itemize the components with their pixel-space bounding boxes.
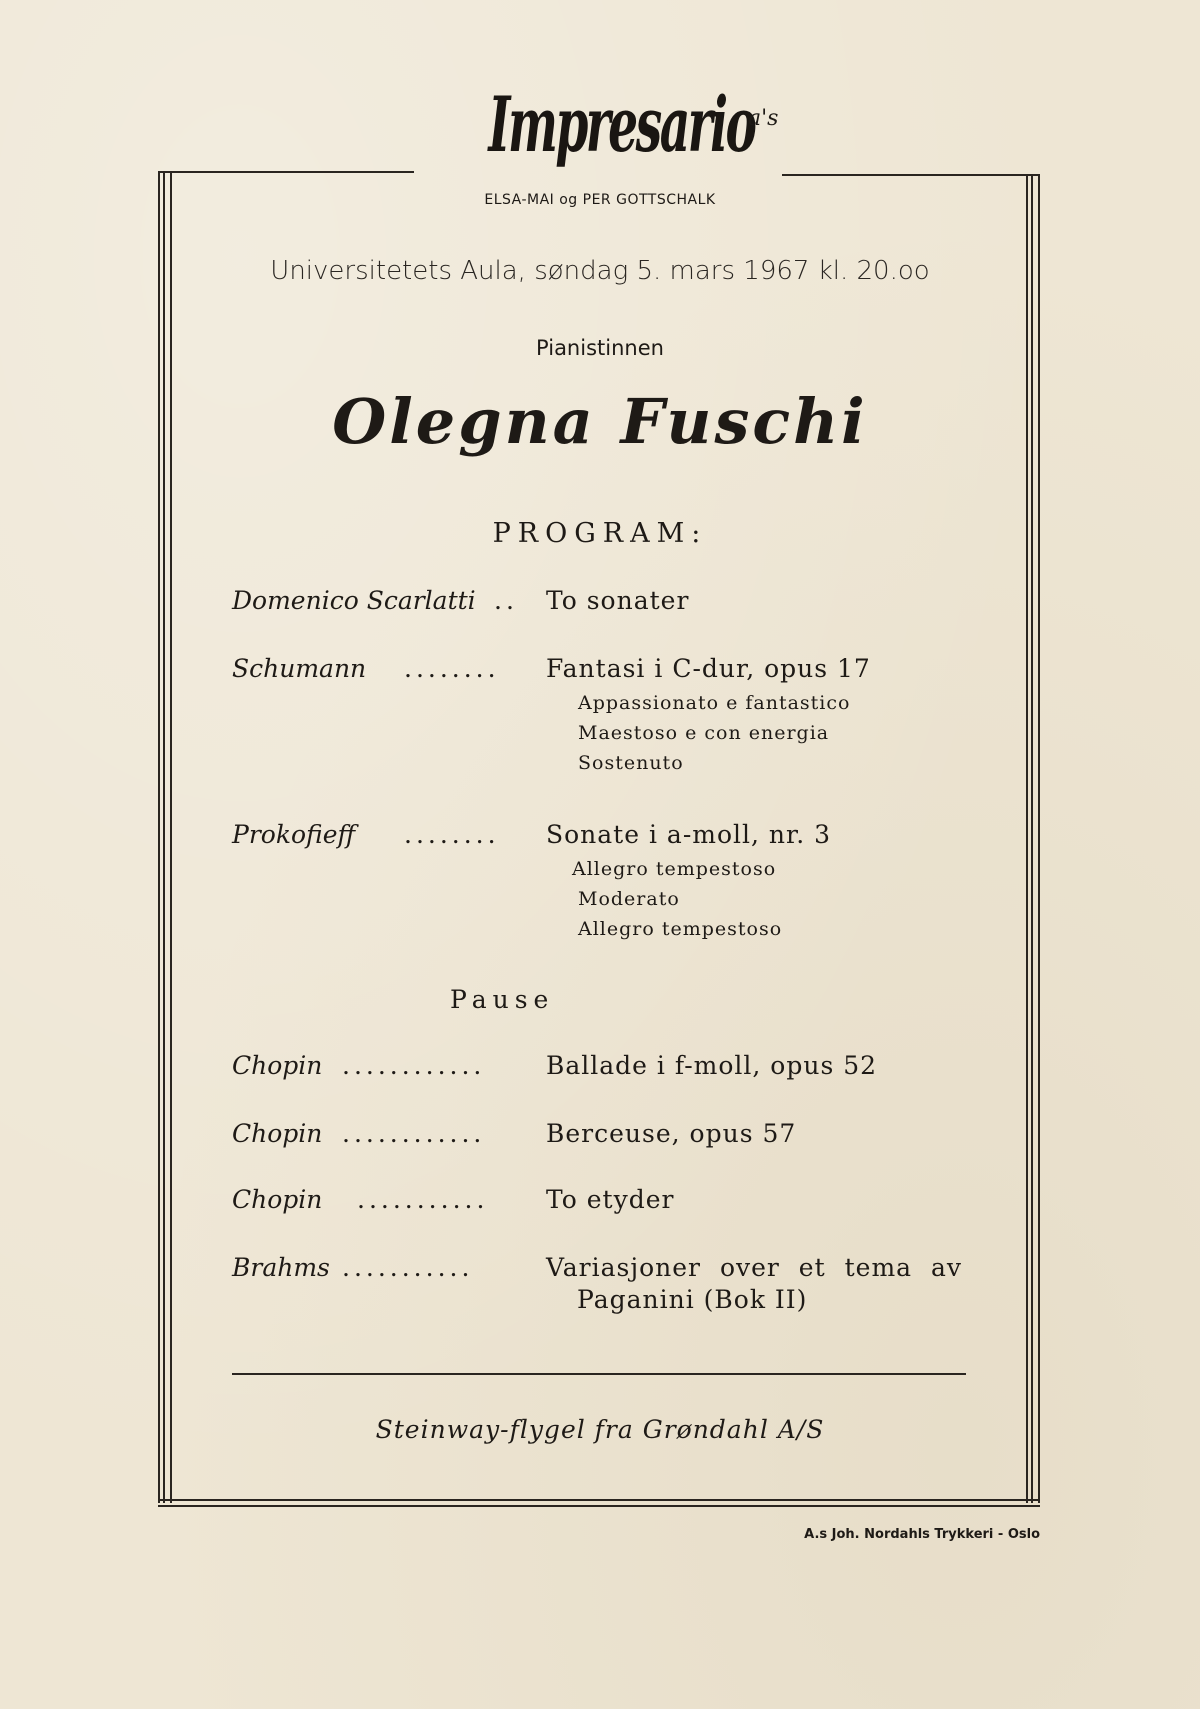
- composer: Domenico Scarlatti: [232, 586, 476, 615]
- composer: Chopin: [232, 1051, 323, 1080]
- work-title: Variasjoner over et tema av: [546, 1253, 963, 1282]
- venue-date-line: Universitetets Aula, søndag 5. mars 1967 kl. 20.oo: [270, 256, 930, 286]
- work-title: Berceuse, opus 57: [546, 1119, 797, 1148]
- frame-right-border: [1026, 174, 1040, 1503]
- program-item: [232, 586, 992, 620]
- program-title: PROGRAM:: [492, 518, 708, 549]
- work-title: Fantasi i C-dur, opus 17: [546, 654, 871, 683]
- program-item: [232, 1185, 992, 1219]
- movement: Allegro tempestoso: [572, 858, 777, 880]
- logo-text: Impresario: [488, 80, 755, 169]
- frame-bottom-border: [158, 1499, 1040, 1507]
- organizers: ELSA-MAI og PER GOTTSCHALK: [484, 192, 716, 208]
- work-title: Sonate i a-moll, nr. 3: [546, 820, 832, 849]
- program-item: [232, 820, 992, 950]
- artist-name: Olegna Fuschi: [332, 385, 868, 458]
- composer: Schumann: [232, 654, 367, 683]
- leader-dots: ............: [342, 1119, 486, 1148]
- composer: Chopin: [232, 1119, 323, 1148]
- logo-suffix: a's: [748, 106, 779, 131]
- program-item: [232, 1119, 992, 1153]
- leader-dots: ........: [404, 654, 500, 683]
- leader-dots: ...........: [342, 1253, 474, 1282]
- composer: Brahms: [232, 1253, 330, 1282]
- movement: Appassionato e fantastico: [578, 692, 851, 714]
- frame-top-left-rule: [158, 171, 414, 173]
- leader-dots: ...........: [357, 1185, 489, 1214]
- work-title-continued: Paganini (Bok II): [577, 1285, 808, 1314]
- pause-label: Pause: [450, 985, 555, 1014]
- program-item: [232, 1051, 992, 1085]
- work-title: To etyder: [546, 1185, 675, 1214]
- leader-dots: ..: [494, 586, 518, 615]
- movement: Allegro tempestoso: [578, 918, 783, 940]
- work-title: To sonater: [546, 586, 690, 615]
- instrument-credit: Steinway-flygel fra Grøndahl A/S: [375, 1415, 825, 1444]
- work-title: Ballade i f-moll, opus 52: [546, 1051, 878, 1080]
- leader-dots: ........: [404, 820, 500, 849]
- impresario-logo: [420, 70, 780, 180]
- movement: Sostenuto: [578, 752, 684, 774]
- artist-intro: Pianistinnen: [536, 336, 664, 360]
- movement: Moderato: [578, 888, 680, 910]
- printer-credit: A.s Joh. Nordahls Trykkeri - Oslo: [804, 1527, 1040, 1542]
- program-item: [232, 654, 992, 784]
- divider-rule: [232, 1373, 966, 1375]
- composer: Chopin: [232, 1185, 323, 1214]
- frame-top-right-rule: [782, 174, 1038, 176]
- leader-dots: ............: [342, 1051, 486, 1080]
- frame-left-border: [158, 171, 172, 1503]
- program-item: [232, 1253, 992, 1323]
- composer: Prokofieff: [232, 820, 356, 849]
- movement: Maestoso e con energia: [578, 722, 830, 744]
